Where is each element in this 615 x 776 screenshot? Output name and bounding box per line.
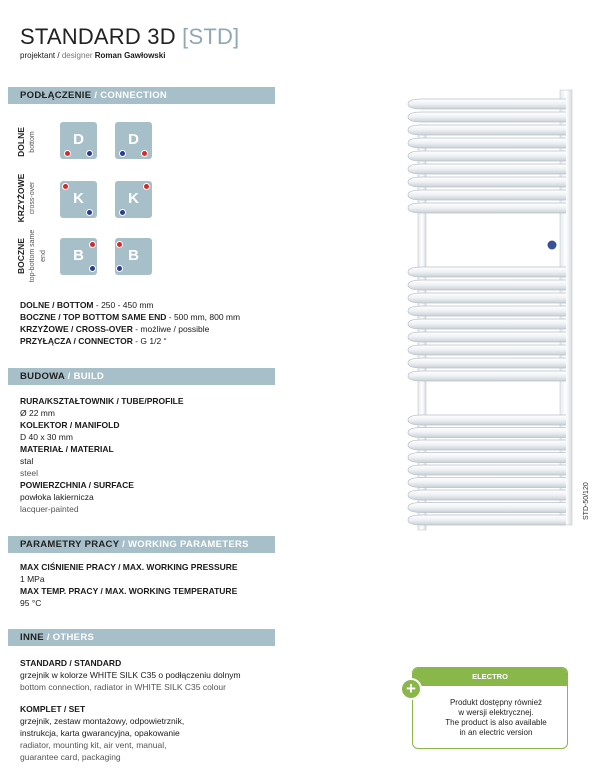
supply-dot-icon (141, 150, 148, 157)
working-temp-value (20, 597, 41, 609)
designer-label-en: designer (61, 51, 93, 60)
connection-letter: D (128, 131, 139, 148)
connection-letter: B (128, 247, 139, 264)
radiator-tube (408, 478, 566, 488)
build-surface-value (20, 491, 94, 503)
spec-value-en: guarantee card, packaging (20, 752, 121, 762)
section-sep: / (119, 539, 128, 550)
radiator-tube (408, 125, 566, 135)
spec-side (20, 311, 240, 323)
spec-label: PRZYŁĄCZA / CONNECTOR (20, 336, 133, 346)
spec-label: MATERIAŁ / MATERIAL (20, 444, 114, 454)
electro-text-en2: in an electric version (459, 728, 533, 737)
connection-box-cross-2 (115, 181, 152, 218)
spec-label: RURA/KSZTAŁTOWNIK / TUBE/PROFILE (20, 396, 184, 406)
section-bar-working (8, 536, 275, 553)
connection-label-pl: DOLNE (16, 127, 26, 157)
others-set-value-en-2 (20, 751, 121, 763)
section-bar-others (8, 629, 275, 646)
connection-letter: K (128, 190, 139, 207)
build-material-label (20, 443, 114, 455)
spec-bottom (20, 299, 154, 311)
section-title-en: OTHERS (52, 632, 95, 643)
build-material-value (20, 455, 33, 467)
connection-label-side (16, 226, 47, 286)
return-dot-icon (119, 150, 126, 157)
supply-dot-icon (64, 150, 71, 157)
brand-badge-icon (548, 241, 557, 250)
spec-label: KOLEKTOR / MANIFOLD (20, 420, 120, 430)
return-dot-icon (89, 265, 96, 272)
radiator-tube (408, 428, 566, 438)
connection-box-bottom-1 (60, 122, 97, 159)
radiator-tube (408, 306, 566, 316)
return-dot-icon (116, 265, 123, 272)
spec-label: DOLNE / BOTTOM (20, 300, 94, 310)
section-title-pl: BUDOWA (20, 371, 65, 382)
title-main: STANDARD 3D (20, 24, 183, 49)
radiator-tube (408, 267, 566, 277)
radiator-tube (408, 440, 566, 450)
radiator-tube (408, 164, 566, 174)
build-manifold-label (20, 419, 119, 431)
connection-label-bottom (16, 112, 40, 172)
return-dot-icon (86, 150, 93, 157)
title-code: [STD] (182, 24, 240, 49)
spec-value-en: radiator, mounting kit, air vent, manual, (20, 740, 167, 750)
electro-text (429, 698, 563, 738)
radiator-tube (408, 151, 566, 161)
section-sep: / (91, 90, 101, 101)
working-temp-label (20, 585, 237, 597)
product-code: STD-50/120 (583, 482, 590, 520)
build-manifold-value (20, 431, 73, 443)
spec-connector (20, 335, 166, 347)
spec-label: KRZYŻOWE / CROSS-OVER (20, 324, 133, 334)
spec-value: - 500 mm, 800 mm (166, 312, 241, 322)
spec-value-en: lacquer-painted (20, 504, 79, 514)
build-surface-label (20, 479, 134, 491)
radiator-tube (408, 503, 566, 513)
others-standard-value-en (20, 681, 226, 693)
build-material-value-en (20, 467, 38, 479)
plus-icon: + (400, 678, 422, 700)
designer-line (20, 51, 165, 60)
electro-text-pl1: Produkt dostępny również (449, 698, 543, 707)
supply-dot-icon (89, 241, 96, 248)
spec-value: grzejnik w kolorze WHITE SILK C35 o podłączeniu dolnym (20, 670, 241, 680)
electro-text-pl2: w wersji elektrycznej. (458, 708, 534, 717)
radiator-tube (408, 99, 566, 109)
spec-value: Ø 22 mm (20, 408, 55, 418)
spec-value: 1 MPa (20, 574, 45, 584)
designer-label-pl: projektant / (20, 51, 60, 60)
connection-box-cross-1 (60, 181, 97, 218)
designer-name: Roman Gawłowski (94, 51, 166, 60)
connection-letter: K (73, 190, 84, 207)
connection-label-cross (16, 168, 40, 228)
connection-letter: D (73, 131, 84, 148)
electro-panel (406, 667, 568, 749)
spec-cross (20, 323, 209, 335)
build-tube-label (20, 395, 184, 407)
spec-label: MAX CIŚNIENIE PRACY / MAX. WORKING PRESSURE (20, 562, 238, 572)
radiator-tubes (408, 99, 566, 525)
connection-label-pl: KRZYŻOWE (16, 173, 26, 223)
radiator-tube (408, 203, 566, 213)
spec-value: - 250 - 450 mm (93, 300, 154, 310)
radiator-tube (408, 138, 566, 148)
section-bar-connection (8, 87, 275, 104)
spec-value: instrukcja, karta gwarancyjna, opakowanie (20, 728, 180, 738)
connection-label-en: bottom (29, 131, 36, 153)
electro-text-en1: The product is also available (445, 718, 547, 727)
radiator-tube (408, 515, 566, 525)
connection-label-pl: BOCZNE (16, 238, 26, 274)
spec-value-en: bottom connection, radiator in WHITE SILK C35 colour (20, 682, 226, 692)
section-bar-build (8, 368, 275, 385)
spec-label: MAX TEMP. PRACY / MAX. WORKING TEMPERATURE (20, 586, 238, 596)
others-standard-value (20, 669, 241, 681)
radiator-tube (408, 319, 566, 329)
radiator-tube (408, 280, 566, 290)
radiator-tube (408, 345, 566, 355)
working-pressure-value (20, 573, 45, 585)
spec-label: POWIERZCHNIA / SURFACE (20, 480, 134, 490)
spec-value: grzejnik, zestaw montażowy, odpowietrznik, (20, 716, 185, 726)
spec-value: - G 1/2 “ (132, 336, 167, 346)
others-standard-label (20, 657, 121, 669)
spec-value-en: steel (20, 468, 38, 478)
radiator-tube (408, 190, 566, 200)
supply-dot-icon (143, 183, 150, 190)
others-set-value-2 (20, 727, 180, 739)
spec-value: 95 °C (20, 598, 42, 608)
build-surface-value-en (20, 503, 79, 515)
others-set-label (20, 703, 85, 715)
radiator-tube (408, 371, 566, 381)
return-dot-icon (119, 209, 126, 216)
radiator-tube (408, 465, 566, 475)
others-set-value (20, 715, 184, 727)
others-set-value-en (20, 739, 166, 751)
spec-value: D 40 x 30 mm (20, 432, 73, 442)
section-title-pl: INNE (20, 632, 44, 643)
spec-label: BOCZNE / TOP BOTTOM SAME END (20, 312, 167, 322)
section-sep: / (64, 371, 74, 382)
supply-dot-icon (62, 183, 69, 190)
connection-box-side-2 (115, 238, 152, 275)
section-title-pl: PODŁĄCZENIE (20, 90, 92, 101)
spec-label: STANDARD / STANDARD (20, 658, 122, 668)
radiator-illustration (400, 85, 585, 545)
section-title-en: CONNECTION (100, 90, 168, 101)
radiator-tube (408, 415, 566, 425)
spec-value: - możliwe / possible (132, 324, 210, 334)
radiator-tube (408, 490, 566, 500)
spec-value: powłoka lakiernicza (20, 492, 94, 502)
connection-box-side-1 (60, 238, 97, 275)
radiator-tube (408, 112, 566, 122)
radiator-tube (408, 358, 566, 368)
connection-label-en: top-bottom same end (29, 229, 47, 283)
connection-label-en: cross-over (29, 181, 36, 215)
section-sep: / (43, 632, 53, 643)
radiator-tube (408, 293, 566, 303)
radiator-tube (408, 453, 566, 463)
connection-box-bottom-2 (115, 122, 152, 159)
working-pressure-label (20, 561, 238, 573)
spec-label: KOMPLET / SET (20, 704, 86, 714)
return-dot-icon (86, 209, 93, 216)
build-tube-value (20, 407, 55, 419)
section-title-pl: PARAMETRY PRACY (20, 539, 120, 550)
supply-dot-icon (116, 241, 123, 248)
page-title (20, 24, 239, 50)
section-title-en: WORKING PARAMETERS (128, 539, 249, 550)
radiator-tube (408, 177, 566, 187)
electro-title: ELECTRO (413, 668, 567, 686)
radiator-tube (408, 332, 566, 342)
connection-letter: B (73, 247, 84, 264)
section-title-en: BUILD (73, 371, 105, 382)
spec-value: stal (20, 456, 34, 466)
